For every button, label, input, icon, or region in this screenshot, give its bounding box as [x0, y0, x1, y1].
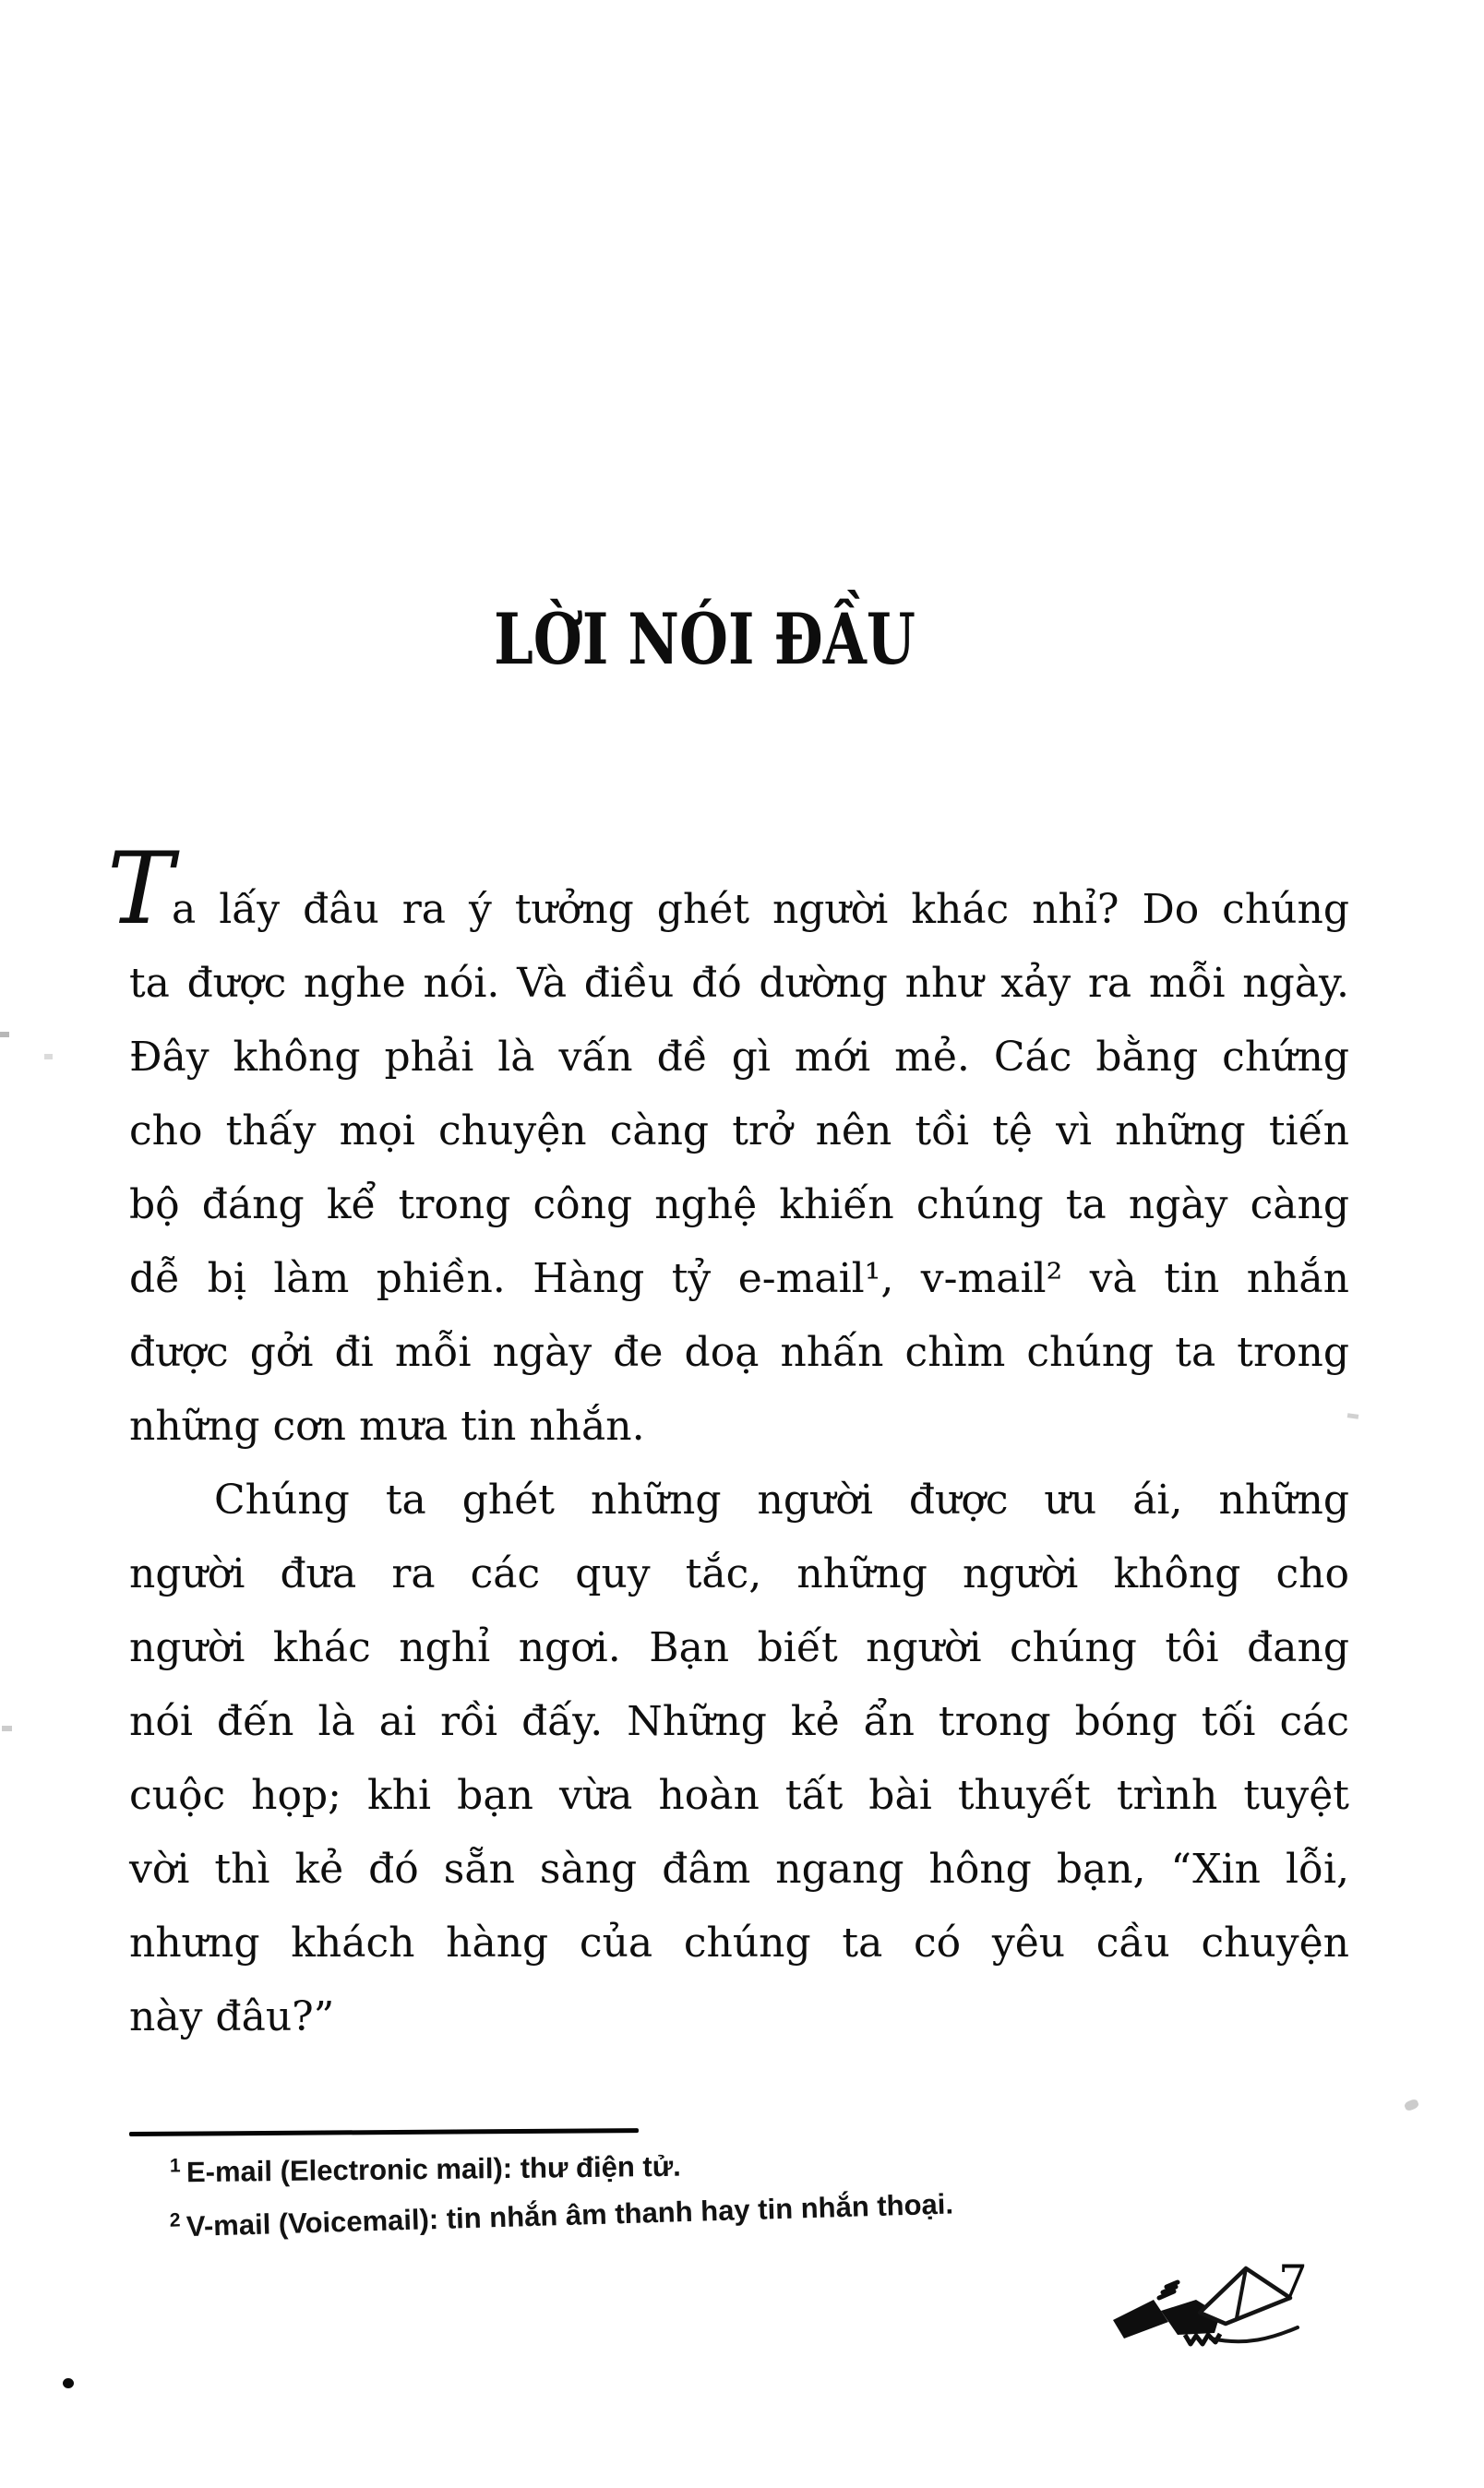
text-line: Chúng ta ghét những người được ưu ái, những [214, 1477, 1349, 1524]
text-line [107, 831, 1349, 947]
footnote-text: V-mail (Voicemail): tin nhắn âm thanh hay tin nhắn thoại. [186, 2187, 954, 2243]
page-footer-decoration [1107, 2255, 1338, 2358]
footnote-marker: 2 [169, 2209, 181, 2231]
text-line: những cơn mưa tin nhắn. [129, 1403, 645, 1450]
footnote-separator [129, 2128, 639, 2136]
text-line: bộ đáng kể trong công nghệ khiến chúng ta ngày càng [129, 1181, 1349, 1228]
text-line: được gởi đi mỗi ngày đe doạ nhấn chìm chúng ta trong [129, 1329, 1349, 1376]
text-line: ta được nghe nói. Và điều đó dường như xảy ra mỗi ngày. [129, 960, 1349, 1007]
dropcap-letter: T [107, 831, 171, 947]
footnotes-section [129, 2132, 1292, 2245]
chapter-title-wrap [0, 598, 1484, 680]
text-line: nhưng khách hàng của chúng ta có yêu cầu chuyện [129, 1920, 1349, 1967]
text-line: người khác nghỉ ngơi. Bạn biết người chúng tôi đang [129, 1624, 1349, 1671]
scan-dot [63, 2378, 74, 2388]
footnote-text: E-mail (Electronic mail): thư điện tử. [186, 2149, 681, 2189]
scan-speck [0, 1032, 9, 1037]
body-text [107, 831, 1349, 2054]
text-line: vời thì kẻ đó sẵn sàng đâm ngang hông bạn, “Xin lỗi, [129, 1846, 1349, 1893]
line-text: a lấy đâu ra ý tưởng ghét người khác nhỉ? Do chúng [172, 886, 1349, 933]
page-number: 7 [1278, 2255, 1308, 2309]
text-line: cuộc họp; khi bạn vừa hoàn tất bài thuyết trình tuyệt [129, 1772, 1349, 1819]
text-line: người đưa ra các quy tắc, những người không cho [129, 1550, 1349, 1597]
chapter-title: LỜI NÓI ĐẦU [494, 598, 916, 680]
text-line: Đây không phải là vấn đề gì mới mẻ. Các bằng chứng [129, 1034, 1349, 1081]
scan-speck [2, 1726, 12, 1731]
text-line: nói đến là ai rồi đấy. Những kẻ ẩn trong bóng tối các [129, 1698, 1349, 1745]
text-line: cho thấy mọi chuyện càng trở nên tồi tệ vì những tiến [129, 1107, 1349, 1154]
scan-speck [1404, 2099, 1420, 2112]
scan-speck [44, 1054, 53, 1059]
text-line: này đâu?” [129, 1993, 335, 2040]
footnote-marker: 1 [169, 2155, 181, 2177]
text-line: dễ bị làm phiền. Hàng tỷ e-mail¹, v-mail² và tin nhắn [129, 1255, 1349, 1302]
